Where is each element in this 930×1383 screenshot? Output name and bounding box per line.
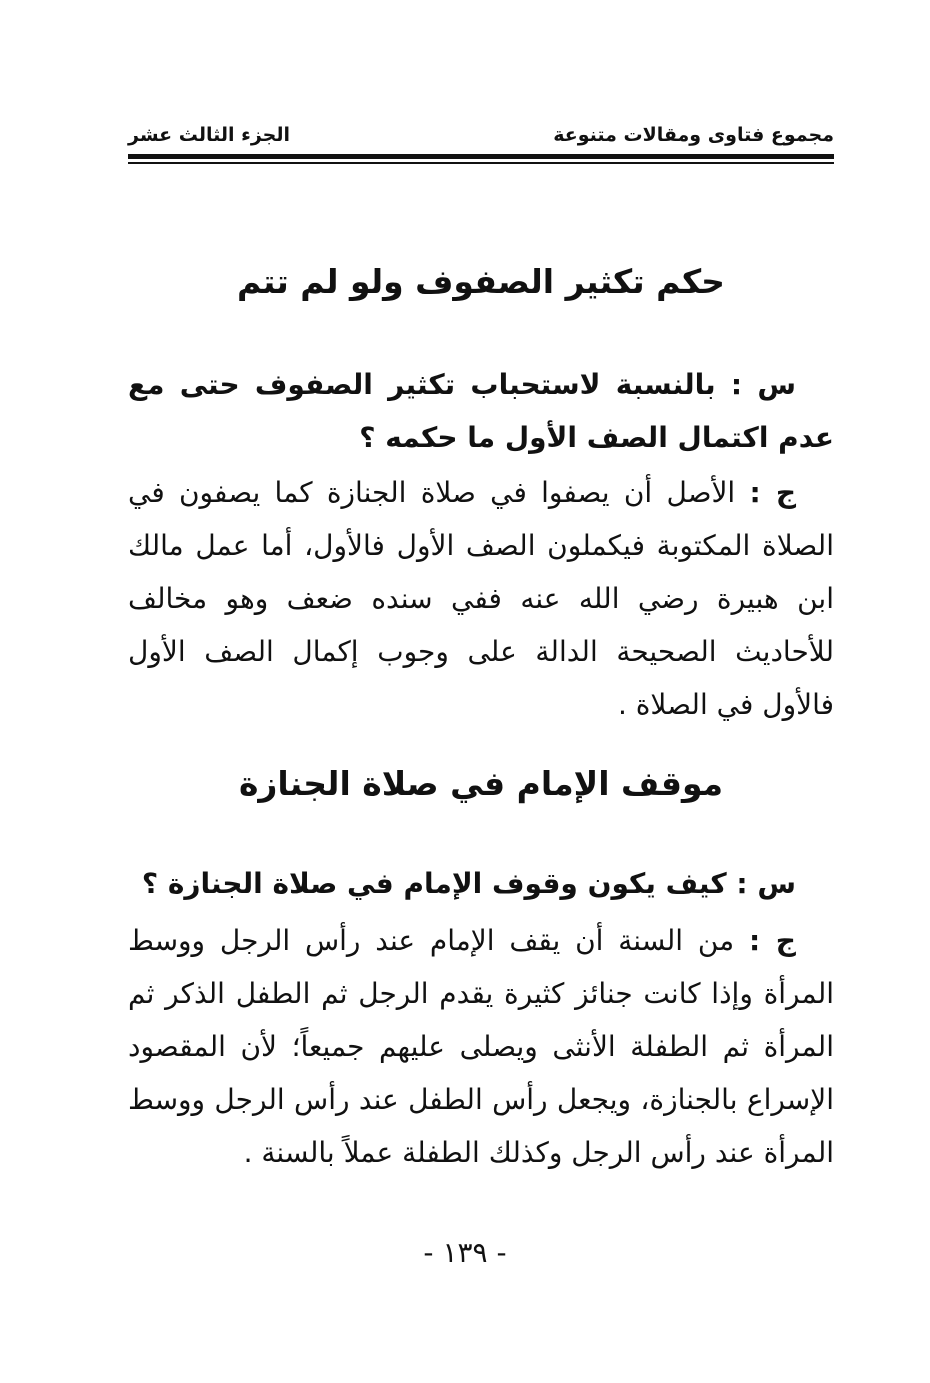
- question-1: [128, 358, 834, 464]
- header-rule-thin: [128, 162, 834, 164]
- answer-text: الأصل أن يصفوا في صلاة الجنازة كما يصفون في الصلاة المكتوبة فيكملون الصف الأول فالأول، أما عمل مالك ابن هبيرة رضي الله عنه ففي سنده ضعف وهو مخالف للأحاديث الصحيحة الدالة على وجوب إكمال الصف الأول فالأول في الصلاة .: [128, 476, 834, 721]
- question-text: بالنسبة لاستحباب تكثير الصفوف حتى مع عدم اكتمال الصف الأول ما حكمه ؟: [128, 368, 834, 454]
- header-rule-thick: [128, 154, 834, 159]
- book-title: مجموع فتاوى ومقالات متنوعة: [553, 124, 834, 146]
- question-text: كيف يكون وقوف الإمام في صلاة الجنازة ؟: [141, 867, 727, 900]
- volume-label: الجزء الثالث عشر: [128, 124, 291, 146]
- section-title-2: موقف الإمام في صلاة الجنازة: [238, 764, 724, 803]
- question-label: س :: [730, 368, 796, 401]
- answer-1: [128, 466, 834, 731]
- question-label: س :: [736, 867, 796, 900]
- question-2: [128, 857, 834, 910]
- answer-label: ج :: [749, 476, 796, 509]
- section-title-1: حكم تكثير الصفوف ولو لم تتم: [237, 262, 725, 301]
- page-number: - ١٣٩ -: [423, 1236, 507, 1269]
- answer-label: ج :: [748, 924, 796, 957]
- answer-text: من السنة أن يقف الإمام عند رأس الرجل ووسط المرأة وإذا كانت جنائز كثيرة يقدم الرجل ثم الطفل الذكر ثم المرأة ثم الطفلة الأنثى ويصلى عليهم جميعاً؛ لأن المقصود الإسراع بالجنازة، ويجعل رأس الطفل عند رأس الرجل ووسط المرأة عند رأس الرجل وكذلك الطفلة عملاً بالسنة .: [128, 924, 834, 1169]
- answer-2: [128, 914, 834, 1179]
- running-header: [128, 118, 834, 150]
